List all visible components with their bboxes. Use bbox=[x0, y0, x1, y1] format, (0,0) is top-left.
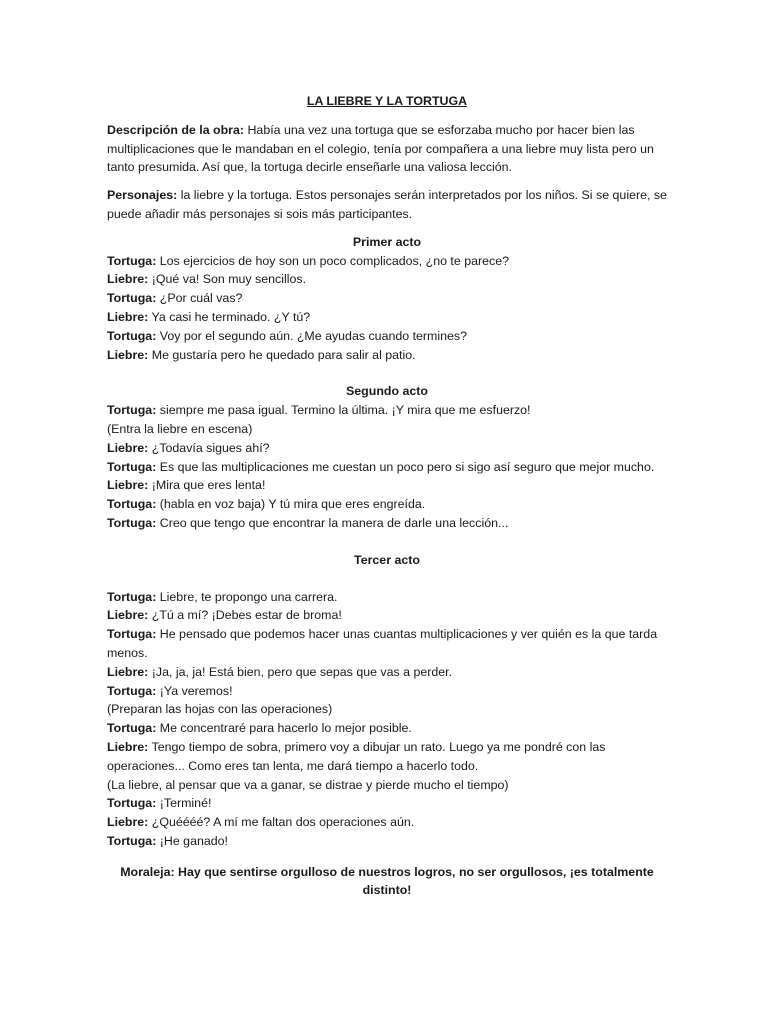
speaker: Liebre: bbox=[107, 664, 149, 679]
speaker: Tortuga: bbox=[107, 796, 157, 811]
dialogue-line bbox=[107, 327, 667, 346]
dialogue-line bbox=[107, 663, 667, 682]
dialogue-line bbox=[107, 252, 667, 271]
speaker: Tortuga: bbox=[107, 515, 157, 530]
stage-direction bbox=[107, 420, 667, 439]
dialogue-line bbox=[107, 625, 667, 663]
dialogue-line bbox=[107, 794, 667, 813]
line-text: He pensado que podemos hacer unas cuantas multiplicaciones y ver quién es la que tarda menos. bbox=[107, 627, 658, 660]
speaker: Tortuga: bbox=[107, 403, 157, 418]
dialogue-line bbox=[107, 401, 667, 420]
line-text: ¡Qué va! Son muy sencillos. bbox=[148, 272, 307, 287]
document-content bbox=[107, 92, 667, 900]
speaker: Tortuga: bbox=[107, 833, 157, 848]
line-text: Liebre, te propongo una carrera. bbox=[156, 589, 338, 604]
speaker: Tortuga: bbox=[107, 627, 157, 642]
dialogue-line bbox=[107, 738, 667, 776]
dialogue-line bbox=[107, 514, 667, 533]
dialogue-line bbox=[107, 682, 667, 701]
line-text: ¿Tú a mí? ¡Debes estar de broma! bbox=[148, 608, 342, 623]
speaker: Tortuga: bbox=[107, 497, 157, 512]
dialogue-line bbox=[107, 832, 667, 851]
line-text: Es que las multiplicaciones me cuestan un poco pero si sigo así seguro que mejor mucho. bbox=[156, 459, 655, 474]
dialogue-line bbox=[107, 439, 667, 458]
characters-text: la liebre y la tortuga. Estos personajes serán interpretados por los niños. Si se quiere, se puede añadir más personajes si sois más participantes. bbox=[107, 188, 667, 221]
dialogue-line bbox=[107, 458, 667, 477]
line-text: (La liebre, al pensar que va a ganar, se distrae y pierde mucho el tiempo) bbox=[107, 777, 509, 792]
document-title: LA LIEBRE Y LA TORTUGA bbox=[306, 94, 468, 108]
line-text: Los ejercicios de hoy son un poco complicados, ¿no te parece? bbox=[156, 253, 509, 268]
line-text: Me gustaría pero he quedado para salir al patio. bbox=[148, 347, 416, 362]
speaker: Liebre: bbox=[107, 440, 149, 455]
line-text: ¡Terminé! bbox=[156, 796, 212, 811]
dialogue-line bbox=[107, 606, 667, 625]
line-text: (habla en voz baja) Y tú mira que eres engreída. bbox=[156, 497, 426, 512]
speaker: Tortuga: bbox=[107, 253, 157, 268]
speaker: Tortuga: bbox=[107, 721, 157, 736]
line-text: ¡Mira que eres lenta! bbox=[148, 478, 266, 493]
act-3-dialogue bbox=[107, 588, 667, 851]
speaker: Liebre: bbox=[107, 347, 149, 362]
moral: Moraleja: Hay que sentirse orgulloso de nuestros logros, no ser orgullosos, ¡es totalmente distinto! bbox=[120, 864, 654, 898]
act-title-1: Primer acto bbox=[352, 234, 422, 249]
line-text: Tengo tiempo de sobra, primero voy a dibujar un rato. Luego ya me pondré con las operaciones... Como eres tan lenta, me dará tiempo a hacerlo todo. bbox=[107, 739, 606, 773]
line-text: Creo que tengo que encontrar la manera de darle una lección... bbox=[156, 515, 509, 530]
dialogue-line bbox=[107, 588, 667, 607]
stage-direction bbox=[107, 776, 667, 795]
characters-paragraph bbox=[107, 186, 667, 224]
speaker: Tortuga: bbox=[107, 328, 157, 343]
dialogue-line bbox=[107, 476, 667, 495]
dialogue-line bbox=[107, 346, 667, 365]
speaker: Liebre: bbox=[107, 309, 149, 324]
speaker: Liebre: bbox=[107, 608, 149, 623]
dialogue-line bbox=[107, 308, 667, 327]
description-text: Había una vez una tortuga que se esforzaba mucho por hacer bien las multiplicaciones que le mandaban en el colegio, tenía por compañera a una liebre muy lista pero un tanto presumida. Así que, la tortuga decirle enseñarle una valiosa lección. bbox=[107, 122, 654, 175]
line-text: ¿Todavía sigues ahí? bbox=[148, 440, 270, 455]
dialogue-line bbox=[107, 813, 667, 832]
speaker: Liebre: bbox=[107, 272, 149, 287]
line-text: ¡Ya veremos! bbox=[156, 683, 233, 698]
line-text: ¡He ganado! bbox=[156, 833, 228, 848]
act-title-2: Segundo acto bbox=[346, 384, 428, 399]
line-text: ¿Por cuál vas? bbox=[156, 291, 243, 306]
line-text: Voy por el segundo aún. ¿Me ayudas cuando termines? bbox=[156, 328, 467, 343]
dialogue-line bbox=[107, 289, 667, 308]
speaker: Tortuga: bbox=[107, 683, 157, 698]
speaker: Tortuga: bbox=[107, 589, 157, 604]
description-label: Descripción de la obra: bbox=[107, 122, 245, 137]
act-2-dialogue bbox=[107, 401, 667, 533]
speaker: Liebre: bbox=[107, 739, 149, 754]
line-text: Me concentraré para hacerlo lo mejor posible. bbox=[156, 721, 412, 736]
line-text: ¿Quéééé? A mí me faltan dos operaciones aún. bbox=[148, 815, 415, 830]
line-text: ¡Ja, ja, ja! Está bien, pero que sepas que vas a perder. bbox=[148, 664, 453, 679]
speaker: Liebre: bbox=[107, 815, 149, 830]
speaker: Tortuga: bbox=[107, 291, 157, 306]
description-paragraph bbox=[107, 121, 667, 177]
dialogue-line bbox=[107, 270, 667, 289]
act-1-dialogue bbox=[107, 252, 667, 365]
speaker: Tortuga: bbox=[107, 459, 157, 474]
act-title-3: Tercer acto bbox=[354, 552, 420, 567]
characters-label: Personajes: bbox=[107, 188, 178, 203]
dialogue-line bbox=[107, 719, 667, 738]
speaker: Liebre: bbox=[107, 478, 149, 493]
dialogue-line bbox=[107, 495, 667, 514]
stage-direction bbox=[107, 700, 667, 719]
line-text: Ya casi he terminado. ¿Y tú? bbox=[148, 309, 311, 324]
line-text: (Preparan las hojas con las operaciones) bbox=[107, 702, 333, 717]
line-text: (Entra la liebre en escena) bbox=[107, 421, 253, 436]
line-text: siempre me pasa igual. Termino la última. ¡Y mira que me esfuerzo! bbox=[156, 403, 531, 418]
